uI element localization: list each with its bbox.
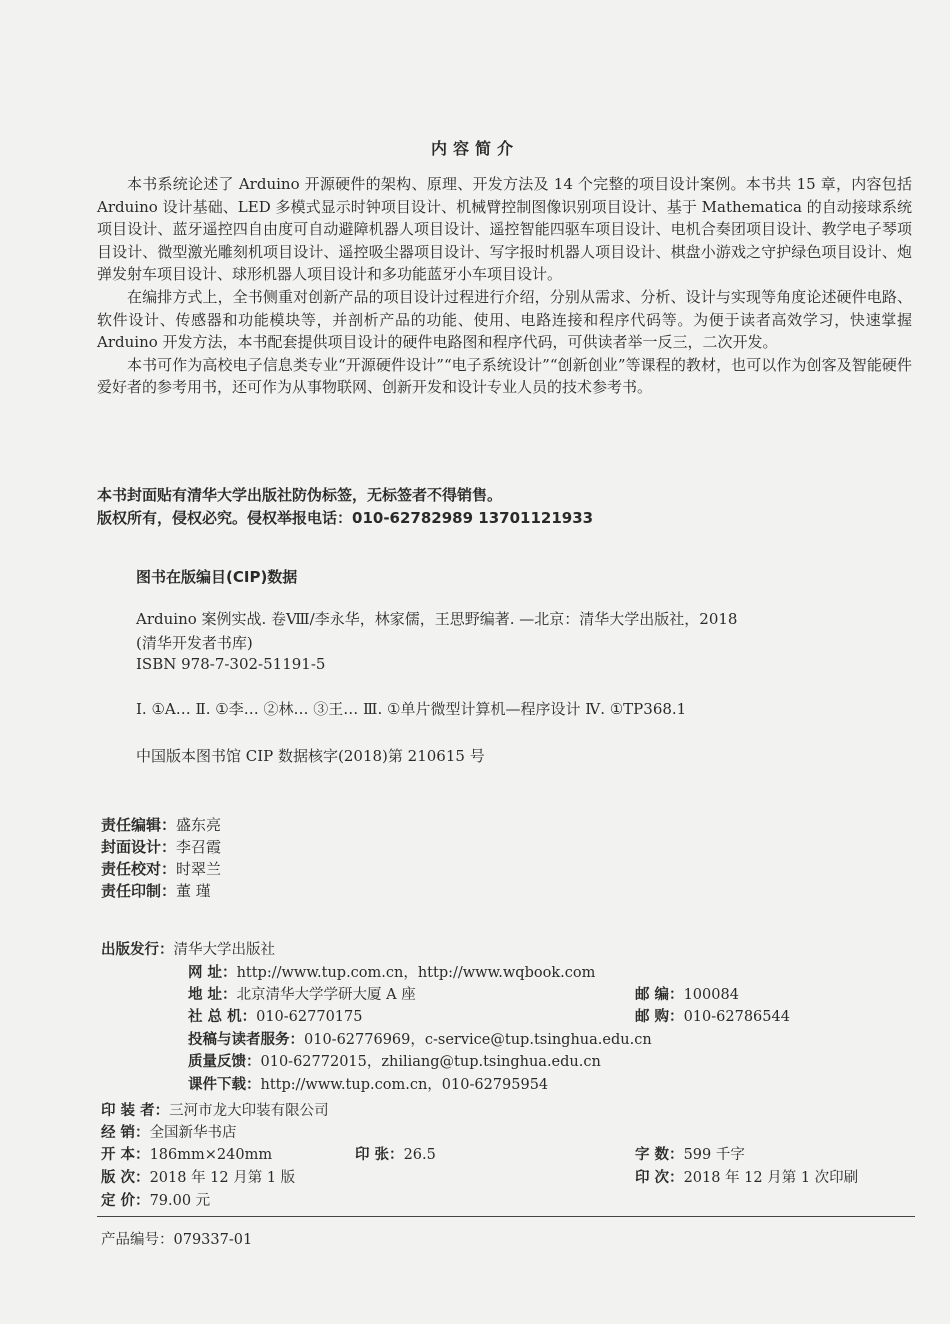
summary-paragraph-3: 本书可作为高校电子信息类专业“开源硬件设计”“电子系统设计”“创新创业”等课程的教材，也可以作为创客及智能硬件爱好者的参考用书，还可作为从事物联网、创新开发和设计专业人员的技术参考书。: [97, 355, 912, 397]
staff-printing: [101, 880, 211, 901]
print-printer: [101, 1099, 329, 1120]
field-label: 社 总 机：: [188, 1009, 257, 1025]
field-label: 开 本：: [101, 1147, 150, 1163]
publisher-quality-feedback: [188, 1050, 601, 1071]
publisher-download: [188, 1073, 548, 1094]
field-label: 投稿与读者服务：: [188, 1032, 304, 1048]
staff-proofreader: [101, 858, 221, 879]
field-value: http://www.tup.com.cn，010-62795954: [260, 1077, 549, 1093]
print-distributor: [101, 1121, 237, 1142]
print-word-count: [635, 1143, 745, 1164]
summary-body: [97, 173, 912, 399]
field-label: 印 张：: [355, 1147, 404, 1163]
field-value: 79.00 元: [149, 1193, 211, 1209]
field-value: 186mm×240mm: [149, 1147, 273, 1163]
summary-title: 内容简介: [430, 139, 519, 158]
field-label: 网 址：: [188, 965, 237, 981]
field-value: 010-62776969，c-service@tup.tsinghua.edu.cn: [304, 1032, 652, 1048]
staff-cover-design: [101, 836, 221, 857]
field-value: 100084: [683, 987, 739, 1003]
cip-heading: 图书在版编目(CIP)数据: [136, 568, 298, 586]
field-label: 印 次：: [635, 1170, 684, 1186]
print-price: [101, 1189, 210, 1210]
cip-line-1: Arduino 案例实战. 卷Ⅷ/李永华，林家儒，王思野编著. —北京：清华大学出版社，2018: [136, 610, 738, 628]
staff-value: 李召霞: [176, 838, 222, 856]
staff-value: 董 瑾: [176, 882, 211, 900]
field-value: 北京清华大学学研大厦 A 座: [236, 987, 416, 1003]
staff-label: 责任编辑：: [101, 816, 177, 834]
publisher-issue: [101, 938, 275, 959]
publisher-mail-order: [635, 1005, 790, 1026]
print-format: [101, 1143, 272, 1164]
cip-record: 中国版本图书馆 CIP 数据核字(2018)第 210615 号: [136, 747, 485, 765]
publisher-zipcode: [635, 983, 739, 1004]
field-value: 010-62770175: [256, 1009, 363, 1025]
field-value: 079337-01: [173, 1232, 253, 1248]
field-value: 010-62786544: [683, 1009, 790, 1025]
field-label: 印 装 者：: [101, 1103, 170, 1119]
staff-label: 责任印制：: [101, 882, 177, 900]
cip-classification: Ⅰ. ①A… Ⅱ. ①李… ②林… ③王… Ⅲ. ①单片微型计算机—程序设计 Ⅳ. ①TP368.1: [136, 700, 687, 718]
publisher-contribution: [188, 1028, 652, 1049]
cip-isbn: ISBN 978-7-302-51191-5: [136, 655, 326, 673]
print-impression: [635, 1166, 858, 1187]
field-value: 全国新华书店: [149, 1125, 237, 1141]
field-label: 质量反馈：: [188, 1054, 261, 1070]
field-value: 010-62772015，zhiliang@tup.tsinghua.edu.cn: [260, 1054, 601, 1070]
field-value: http://www.tup.com.cn，http://www.wqbook.com: [236, 965, 596, 981]
field-label: 版 次：: [101, 1170, 150, 1186]
staff-editor: [101, 814, 221, 835]
field-label: 邮 编：: [635, 987, 684, 1003]
summary-paragraph-1: 本书系统论述了 Arduino 开源硬件的架构、原理、开发方法及 14 个完整的项目设计案例。本书共 15 章，内容包括 Arduino 设计基础、LED 多模式显示时钟项目设计、机械臂控制图像识别项目设计、基于 Mathematica 的自动接球系统项目设计、蓝牙遥控四自由度可自动避障机器人项目设计、遥控智能四驱车项目设计、电机合奏团项目设计、教学电子琴项目设计、微型激光雕刻机项目设计、遥控吸尘器项目设计、写字报时机器人项目设计、棋盘小游戏之守护绿色项目设计、炮弹发射车项目设计、球形机器人项目设计和多功能蓝牙小车项目设计。: [97, 175, 912, 284]
cip-line-2: (清华开发者书库): [136, 634, 253, 652]
print-sheets: [355, 1143, 436, 1164]
field-value: 599 千字: [683, 1147, 745, 1163]
copyright-notice: 版权所有，侵权必究。侵权举报电话：010-62782989 13701121933: [97, 509, 594, 527]
summary-paragraph-2: 在编排方式上，全书侧重对创新产品的项目设计过程进行介绍，分别从需求、分析、设计与实现等角度论述硬件电路、软件设计、传感器和功能模块等，并剖析产品的功能、使用、电路连接和程序代码等。为便于读者高效学习，快速掌握 Arduino 开发方法，本书配套提供项目设计的硬件电路图和程序代码，可供读者举一反三，二次开发。: [97, 287, 912, 352]
product-code: [101, 1228, 252, 1249]
field-label: 出版发行：: [101, 942, 174, 958]
field-value: 26.5: [403, 1147, 436, 1163]
publisher-phone: [188, 1005, 363, 1026]
field-label: 字 数：: [635, 1147, 684, 1163]
staff-value: 时翠兰: [176, 860, 222, 878]
field-value: 三河市龙大印装有限公司: [169, 1103, 329, 1119]
anti-counterfeit-notice: 本书封面贴有清华大学出版社防伪标签，无标签者不得销售。: [97, 486, 503, 504]
field-label: 地 址：: [188, 987, 237, 1003]
staff-label: 责任校对：: [101, 860, 177, 878]
divider-line: [97, 1216, 915, 1217]
field-label: 产品编号：: [101, 1232, 174, 1248]
publisher-address: [188, 983, 416, 1004]
field-label: 课件下载：: [188, 1077, 261, 1093]
print-edition: [101, 1166, 295, 1187]
field-label: 经 销：: [101, 1125, 150, 1141]
staff-value: 盛东亮: [176, 816, 222, 834]
staff-label: 封面设计：: [101, 838, 177, 856]
field-value: 清华大学出版社: [173, 942, 275, 958]
publisher-website: [188, 961, 595, 982]
field-label: 定 价：: [101, 1193, 150, 1209]
field-value: 2018 年 12 月第 1 版: [149, 1170, 296, 1186]
field-value: 2018 年 12 月第 1 次印刷: [683, 1170, 859, 1186]
field-label: 邮 购：: [635, 1009, 684, 1025]
